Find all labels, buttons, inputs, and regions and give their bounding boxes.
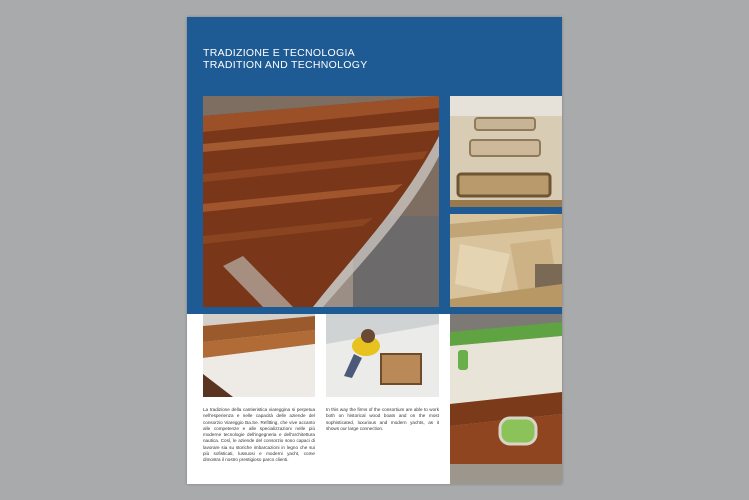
page-title [203, 47, 368, 71]
photo-hull-side [203, 314, 315, 397]
photo-cockpit [450, 314, 562, 484]
brochure-page [187, 17, 562, 484]
photo-deck-hatches [450, 96, 562, 207]
title-english: TRADITION AND TECHNOLOGY [203, 59, 368, 71]
title-italian: TRADIZIONE E TECNOLOGIA [203, 47, 355, 59]
photo-hull [203, 96, 439, 307]
body-text-italian: La tradizione della cantieristica viareggina si perpetua nell'esperienza e nelle capacità delle aziende del consorzio Viareggio Ba.Se. Refitting, che vive accanto alle competenze e alle specializzazioni nelle più moderne tecnologie dell'ingegneria e dell'architettura nautica. Così, le aziende del consorzio sono capaci di lavorare sia su storiche imbarcazioni in legno che sui più sofisticati, lussuosi e moderni yacht, come dimostra il nostro prestigioso parco clienti. [203, 407, 315, 463]
photo-interior-frames [450, 214, 562, 307]
photo-worker [326, 314, 439, 397]
body-text-english: In this way the firms of the consortium are able to work both on historical wood boats and on the most sophisticated, luxurious and modern yachts, as it shows our large connection. [326, 407, 439, 431]
